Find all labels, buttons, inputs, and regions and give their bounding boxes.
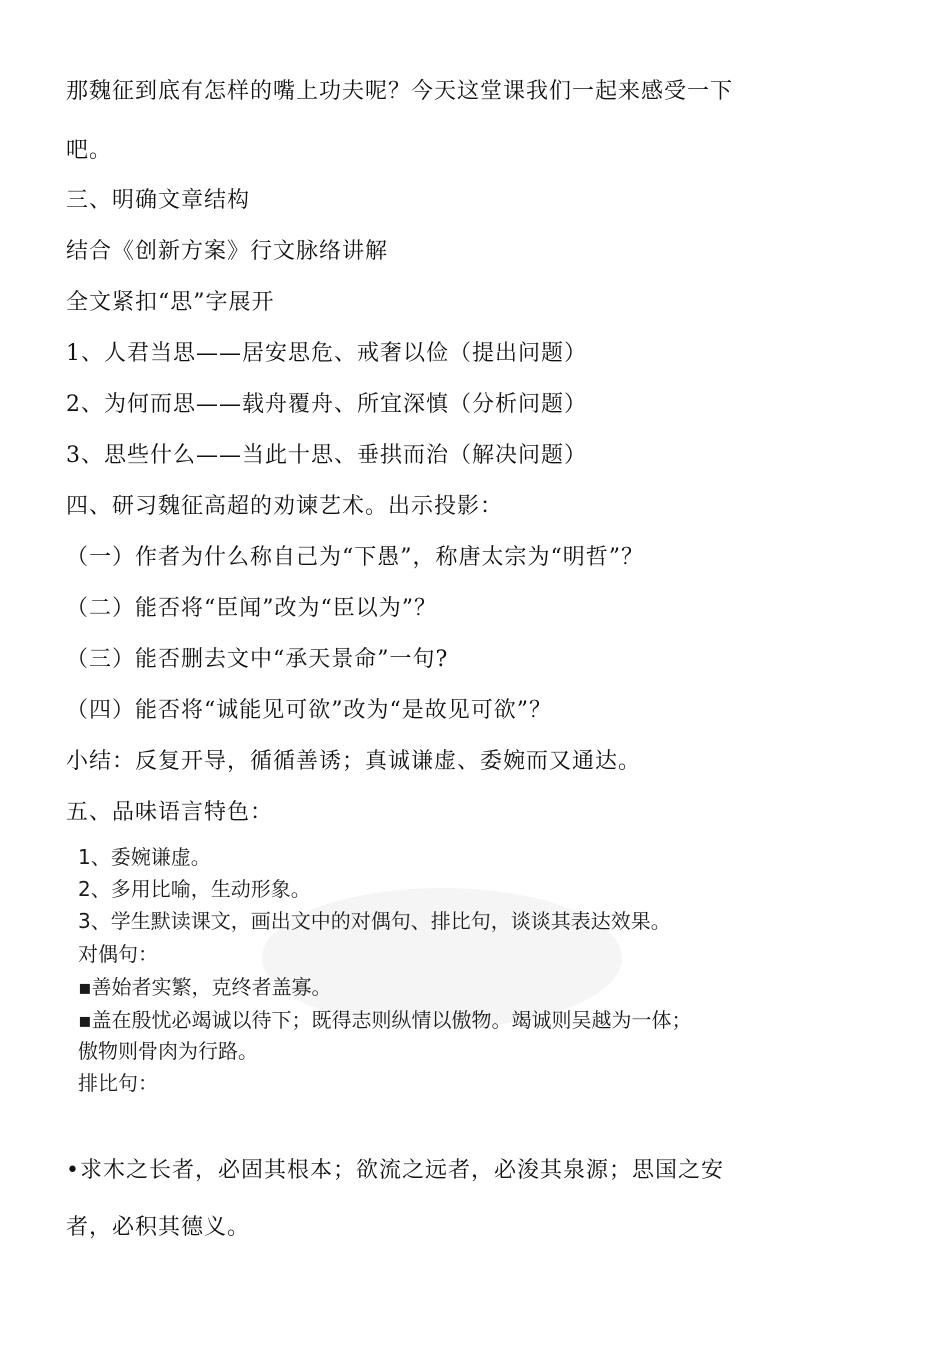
list-item: 1、人君当思——居安思危、戒奢以俭（提出问题） [66, 341, 587, 366]
paragraph-line: 全文紧扣“思”字展开 [66, 290, 275, 315]
list-item: 2、为何而思——载舟覆舟、所宜深慎（分析问题） [66, 392, 587, 417]
list-item: 3、思些什么——当此十思、垂拱而治（解决问题） [66, 443, 587, 468]
slide-line: 傲物则骨肉为行路。 [78, 1039, 258, 1063]
slide-line: 对偶句： [78, 942, 158, 966]
embedded-slide-image [72, 838, 732, 1100]
slide-line: ▪善始者实繁，克终者盖寡。 [78, 975, 332, 999]
paragraph-line: 者，必积其德义。 [66, 1215, 251, 1240]
paragraph-line: 结合《创新方案》行文脉络讲解 [66, 239, 389, 264]
section-heading: 五、品味语言特色： [66, 800, 274, 825]
section-heading: 四、研习魏征高超的劝谏艺术。出示投影： [66, 494, 504, 519]
summary-line: 小结：反复开导，循循善诱；真诚谦虚、委婉而又通达。 [66, 749, 642, 774]
slide-line: 3、学生默读课文，画出文中的对偶句、排比句，谈谈其表达效果。 [78, 909, 671, 933]
slide-line: 1、委婉谦虚。 [78, 845, 211, 869]
question-item: （二）能否将“臣闻”改为“臣以为”？ [66, 596, 437, 621]
slide-line: ▪盖在殷忧必竭诚以待下；既得志则纵情以傲物。竭诚则吴越为一体； [78, 1008, 692, 1032]
question-item: （三）能否删去文中“承天景命”一句? [66, 647, 449, 672]
paragraph-line: 那魏征到底有怎样的嘴上功夫呢？今天这堂课我们一起来感受一下 [66, 79, 734, 104]
question-item: （一）作者为什么称自己为“下愚”，称唐太宗为“明哲”？ [66, 545, 644, 570]
section-heading: 三、明确文章结构 [66, 188, 251, 213]
slide-line: 排比句： [78, 1071, 158, 1095]
paragraph-line: 吧。 [66, 138, 113, 163]
slide-line: 2、多用比喻，生动形象。 [78, 877, 311, 901]
paragraph-line: •求木之长者，必固其根本；欲流之远者，必浚其泉源；思国之安 [66, 1158, 724, 1183]
question-item: （四）能否将“诚能见可欲”改为“是故见可欲”？ [66, 698, 552, 723]
